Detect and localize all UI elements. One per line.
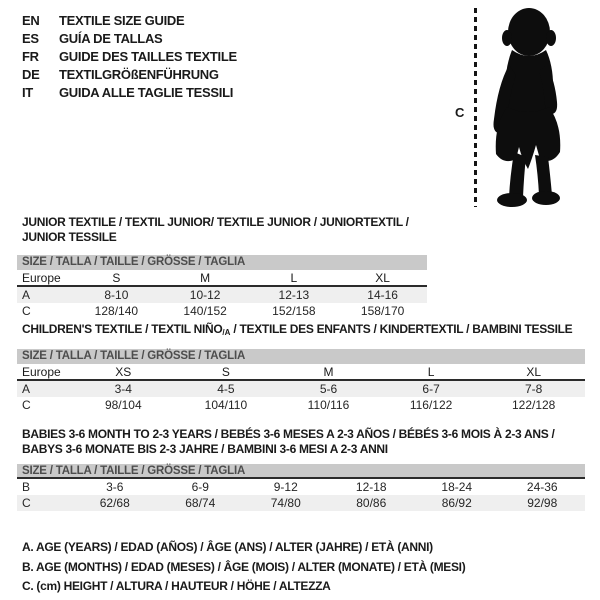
cell: 158/170: [360, 304, 405, 318]
cell: 8-10: [104, 288, 129, 302]
cell: 9-12: [273, 480, 298, 494]
row-label: B: [22, 480, 31, 494]
column-header: M: [323, 365, 334, 379]
cell: 3-4: [114, 382, 132, 396]
junior-size-table: [17, 215, 427, 319]
cell: 12-18: [355, 480, 387, 494]
children-table-title: [17, 322, 585, 340]
row-label: A: [22, 288, 31, 302]
table-row-c: [17, 495, 585, 511]
cell: 128/140: [94, 304, 139, 318]
cell: 68/74: [185, 496, 216, 510]
column-header: L: [290, 271, 298, 285]
table-row-a: [17, 287, 427, 303]
language-title: GUÍA DE TALLAS: [59, 31, 163, 46]
junior-size-header-bar: SIZE / TALLA / TAILLE / GRÖSSE / TAGLIA: [17, 255, 427, 270]
language-row-es: [22, 30, 237, 48]
babies-size-header-bar: SIZE / TALLA / TAILLE / GRÖSSE / TAGLIA: [17, 464, 585, 479]
cell: 74/80: [270, 496, 301, 510]
note-b: B. AGE (MONTHS) / EDAD (MESES) / ÂGE (MOIS) / ALTER (MONATE) / ETÀ (MESI): [22, 559, 466, 574]
title-text: CHILDREN'S TEXTILE / TEXTIL NIÑO: [22, 322, 223, 336]
region-label: Europe: [22, 271, 61, 285]
row-label: C: [22, 398, 31, 412]
cell: 24-36: [526, 480, 558, 494]
language-code: DE: [22, 67, 40, 82]
cell: 10-12: [189, 288, 221, 302]
cell: 116/122: [409, 398, 453, 412]
cell: 5-6: [319, 382, 338, 396]
language-code: ES: [22, 31, 39, 46]
table-row-c: [17, 303, 427, 319]
cell: 18-24: [441, 480, 473, 494]
region-label: Europe: [22, 365, 61, 379]
cell: 80/86: [356, 496, 387, 510]
cell: 62/68: [99, 496, 130, 510]
cell: 6-9: [191, 480, 209, 494]
cell: 4-5: [217, 382, 235, 396]
column-header: XL: [526, 365, 542, 379]
junior-table-title: JUNIOR TEXTILE / TEXTIL JUNIOR/ TEXTILE JUNIOR / JUNIORTEXTIL / JUNIOR TESSILE: [22, 215, 409, 244]
row-label: A: [22, 382, 31, 396]
cell: 110/116: [307, 398, 350, 412]
height-measure-dotted-line: [474, 8, 477, 207]
babies-size-table: [17, 427, 585, 511]
cell: 14-16: [367, 288, 398, 302]
cell: 12-13: [278, 288, 310, 302]
table-row-b: [17, 479, 585, 495]
title-text: / TEXTILE DES ENFANTS / KINDERTEXTIL / BAMBINI TESSILE: [230, 322, 573, 336]
cell: 122/128: [511, 398, 556, 412]
cell: 104/110: [204, 398, 248, 412]
language-code: IT: [22, 85, 33, 100]
language-row-de: [22, 66, 237, 84]
column-header: XS: [115, 365, 132, 379]
row-label: C: [22, 496, 31, 510]
cell: 3-6: [106, 480, 124, 494]
language-title: TEXTILGRÖßENFÜHRUNG: [59, 67, 219, 82]
cell: 152/158: [272, 304, 316, 318]
children-size-table: [17, 322, 585, 413]
cell: 98/104: [104, 398, 142, 412]
language-title: GUIDA ALLE TAGLIE TESSILI: [59, 85, 234, 100]
cell: 7-8: [525, 382, 543, 396]
table-row-c: [17, 397, 585, 413]
language-row-en: [22, 12, 237, 30]
row-label: C: [22, 304, 31, 318]
column-header: S: [221, 365, 230, 379]
table-row-a: [17, 381, 585, 397]
language-row-it: [22, 84, 237, 102]
height-dimension-label: C: [455, 105, 465, 120]
note-c: C. (cm) HEIGHT / ALTURA / HAUTEUR / HÖHE / ALTEZZA: [22, 579, 331, 593]
column-header: S: [112, 271, 121, 285]
language-title: GUIDE DES TAILLES TEXTILE: [59, 49, 237, 64]
dimension-key-notes: [22, 538, 465, 597]
column-header: M: [200, 271, 211, 285]
language-row-fr: [22, 48, 237, 66]
babies-table-title-line1: BABIES 3-6 MONTH TO 2-3 YEARS / BEBÉS 3-6 MESES A 2-3 AÑOS / BÉBÉS 3-6 MOIS À 2-3 ANS /: [22, 427, 555, 441]
language-code: EN: [22, 13, 40, 28]
cell: 86/92: [441, 496, 472, 510]
children-column-header-row: [17, 364, 585, 381]
language-code: FR: [22, 49, 39, 64]
column-header: L: [427, 365, 435, 379]
cell: 92/98: [527, 496, 558, 510]
cell: 6-7: [422, 382, 440, 396]
children-size-header-bar: SIZE / TALLA / TAILLE / GRÖSSE / TAGLIA: [17, 349, 585, 364]
language-title-list: [22, 12, 237, 102]
junior-column-header-row: [17, 270, 427, 287]
language-title: TEXTILE SIZE GUIDE: [59, 13, 185, 28]
baby-silhouette-icon: [482, 7, 574, 209]
babies-table-title-line2: BABYS 3-6 MONATE BIS 2-3 JAHRE / BAMBINI 3-6 MESI A 2-3 ANNI: [22, 442, 388, 456]
note-a: A. AGE (YEARS) / EDAD (AÑOS) / ÂGE (ANS) / ALTER (JAHRE) / ETÀ (ANNI): [22, 540, 433, 554]
title-subscript: /A: [222, 328, 231, 337]
cell: 140/152: [183, 304, 227, 318]
column-header: XL: [375, 271, 390, 285]
